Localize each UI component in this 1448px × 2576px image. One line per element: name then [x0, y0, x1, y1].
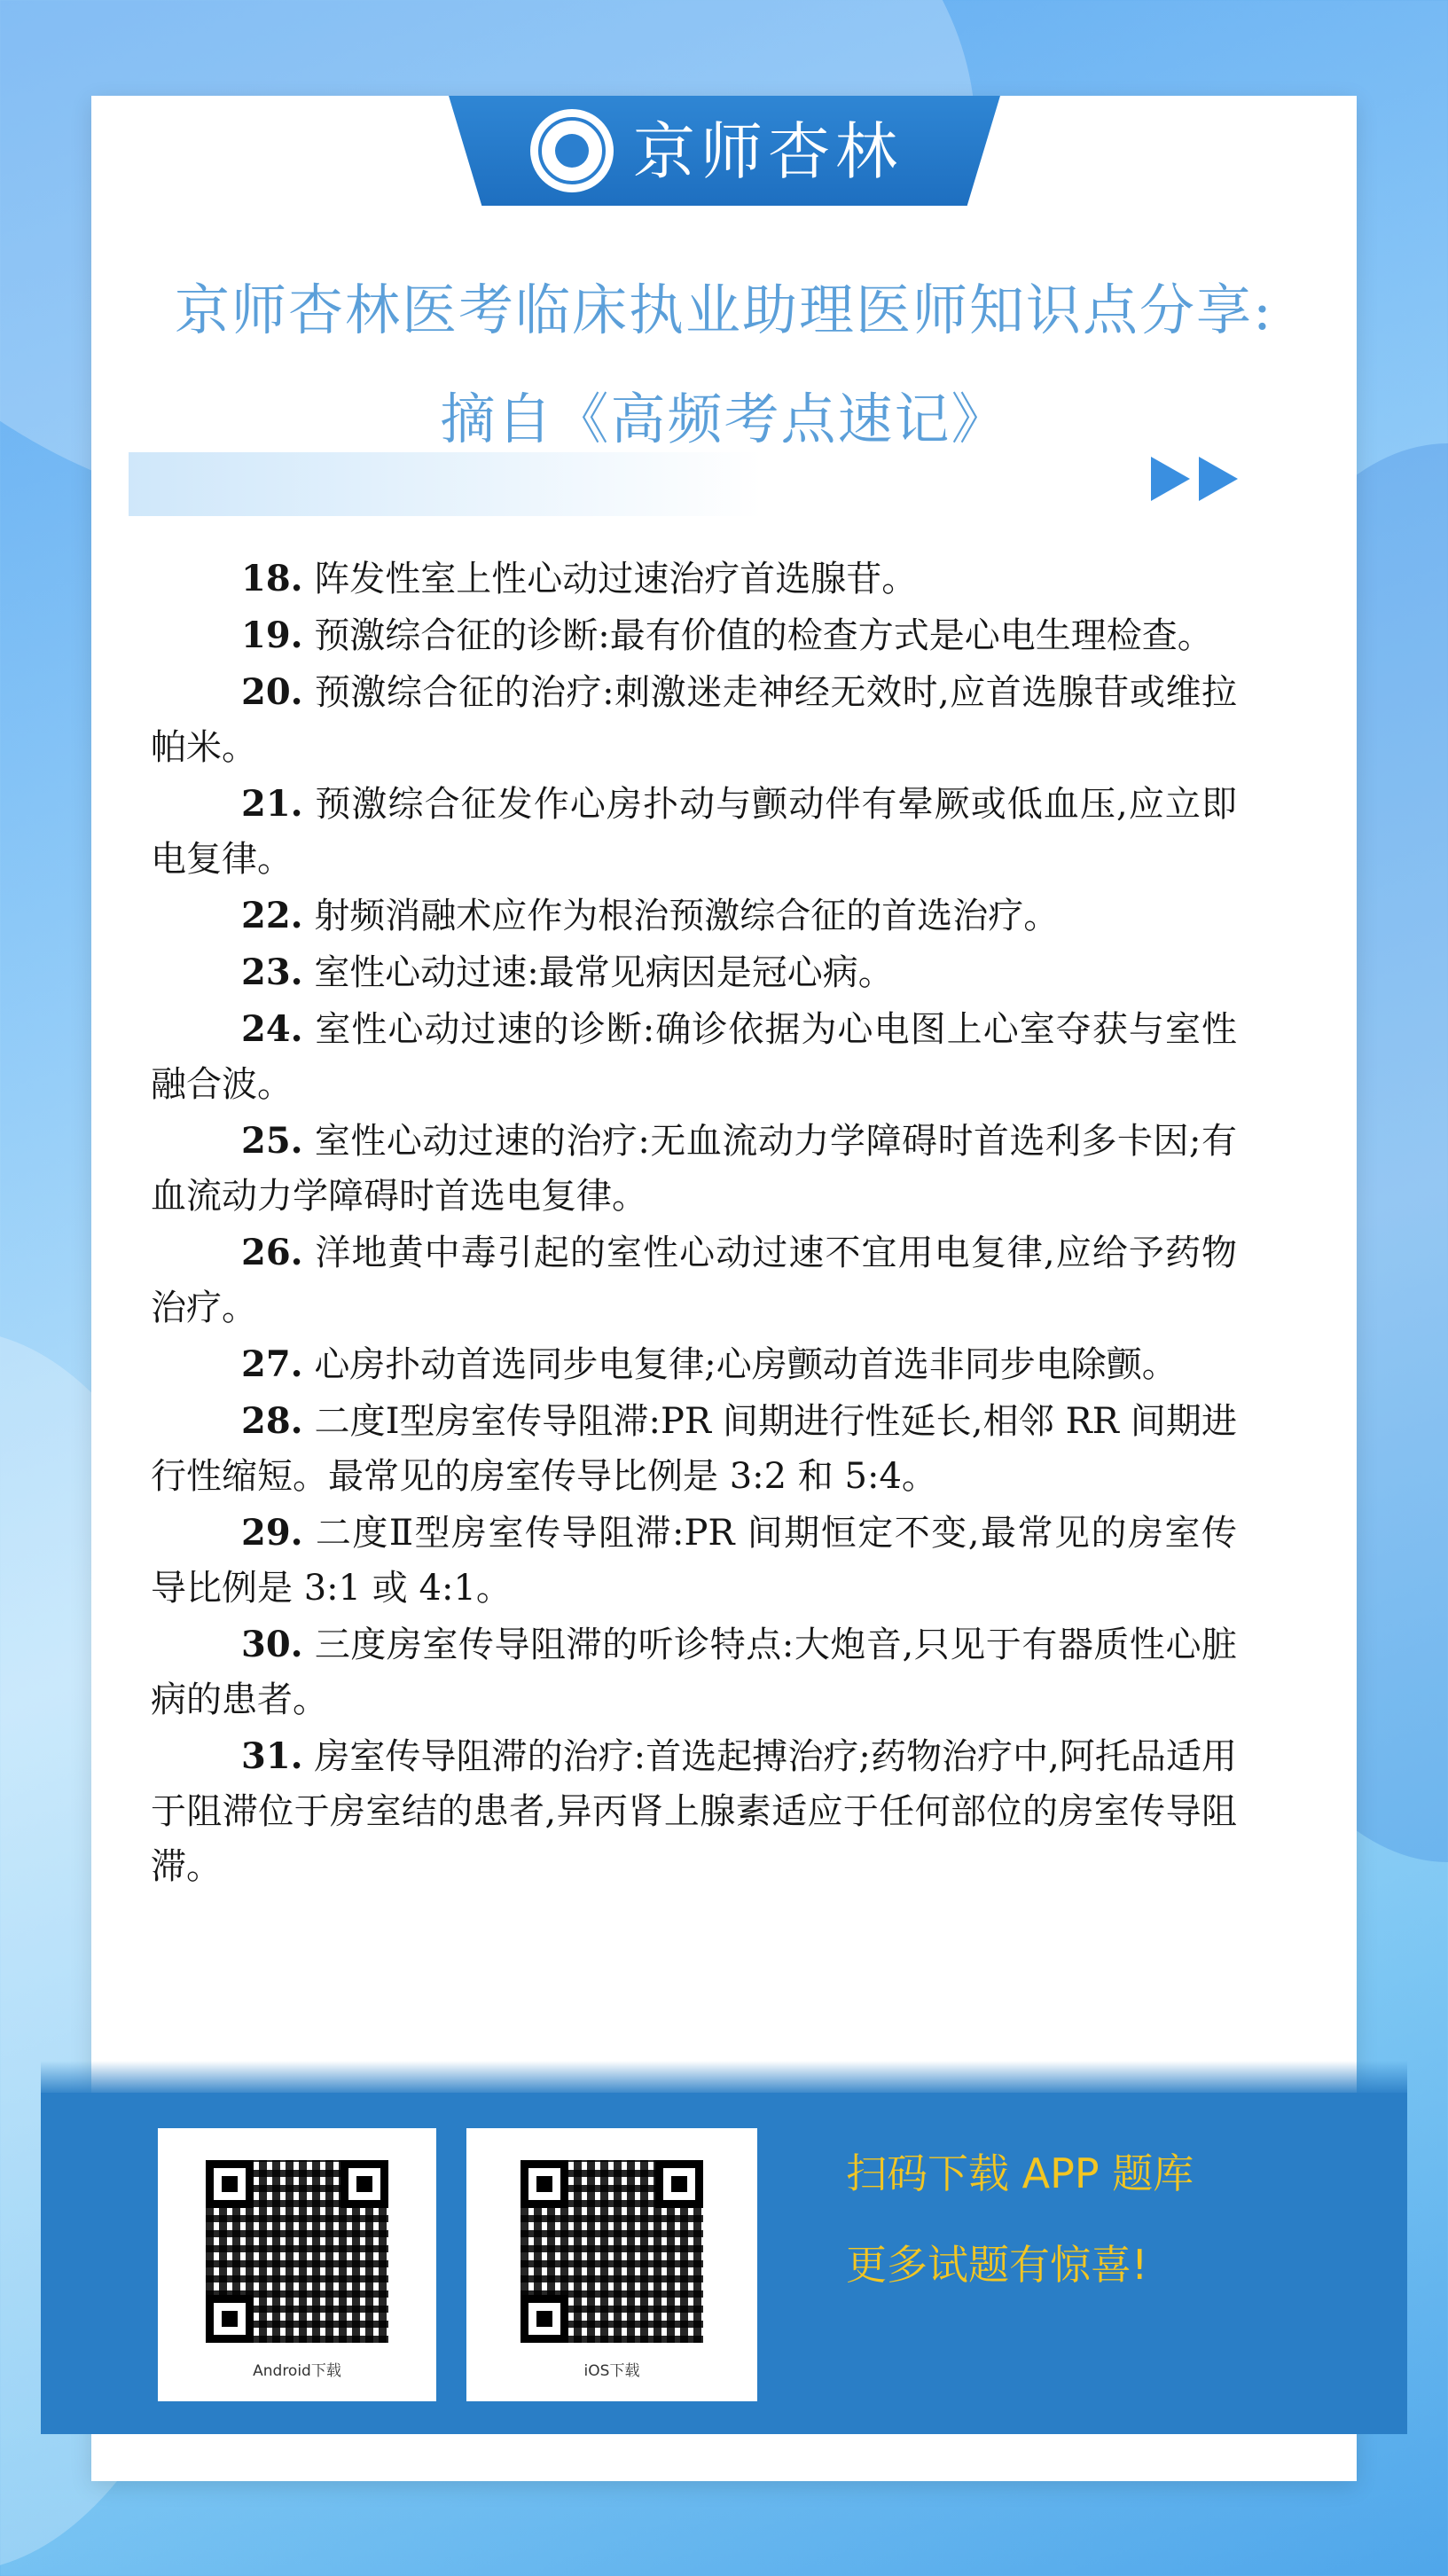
list-item: 31. 房室传导阻滞的治疗:首选起搏治疗;药物治疗中,阿托品适用于阻滞位于房室结的患者,异丙肾上腺素适应于任何部位的房室传导阻滞。	[151, 1735, 1238, 1887]
list-item: 23. 室性心动过速:最常见病因是冠心病。	[241, 951, 894, 993]
list-item: 25. 室性心动过速的治疗:无血流动力学障碍时首选利多卡因;有血流动力学障碍时首选电复律。	[151, 1120, 1238, 1217]
page-title-line2: 摘自《高频考点速记》	[440, 387, 1008, 451]
list-item: 30. 三度房室传导阻滞的听诊特点:大炮音,只见于有器质性心脏病的患者。	[151, 1624, 1237, 1720]
brand-name: 京师杏林	[633, 115, 903, 188]
page-title-line1: 京师杏林医考临床执业助理医师知识点分享:	[175, 278, 1273, 342]
list-item: 20. 预激综合征的治疗:刺激迷走神经无效时,应首选腺苷或维拉帕米。	[151, 671, 1237, 768]
list-item: 28. 二度Ⅰ型房室传导阻滞:PR 间期进行性延长,相邻 RR 间期进行性缩短。最常见的房室传导比例是 3:2 和 5:4。	[151, 1400, 1237, 1497]
list-item: 18. 阵发性室上性心动过速治疗首选腺苷。	[241, 558, 918, 599]
list-item: 22. 射频消融术应作为根治预激综合征的首选治疗。	[241, 895, 1060, 936]
qr-ios-label: iOS下载	[583, 2362, 640, 2380]
title-underline-strip	[129, 452, 1281, 516]
double-arrow-icon	[1151, 457, 1248, 505]
list-item: 21. 预激综合征发作心房扑动与颤动伴有晕厥或低血压,应立即电复律。	[151, 783, 1237, 880]
list-item: 27. 心房扑动首选同步电复律;心房颤动首选非同步电除颤。	[241, 1343, 1178, 1385]
knowledge-points-list	[151, 552, 1237, 1896]
list-item: 24. 室性心动过速的诊断:确诊依据为心电图上心室夺获与室性融合波。	[151, 1008, 1237, 1105]
qr-code-icon	[206, 2160, 388, 2343]
list-item: 26. 洋地黄中毒引起的室性心动过速不宜用电复律,应给予药物治疗。	[151, 1232, 1237, 1328]
promo-line2: 更多试题有惊喜!	[846, 2241, 1148, 2289]
logo-emblem-icon	[530, 109, 614, 192]
list-item: 19. 预激综合征的诊断:最有价值的检查方式是心电生理检查。	[241, 615, 1213, 656]
ios-qr-download[interactable]	[466, 2128, 757, 2401]
list-item: 29. 二度Ⅱ型房室传导阻滞:PR 间期恒定不变,最常见的房室传导比例是 3:1 或 4:1。	[151, 1512, 1237, 1609]
footer-banner	[41, 2093, 1407, 2434]
android-qr-download[interactable]	[158, 2128, 436, 2401]
qr-android-label: Android下载	[253, 2362, 341, 2380]
qr-code-icon	[520, 2160, 703, 2343]
promo-line1: 扫码下载 APP 题库	[846, 2149, 1194, 2197]
